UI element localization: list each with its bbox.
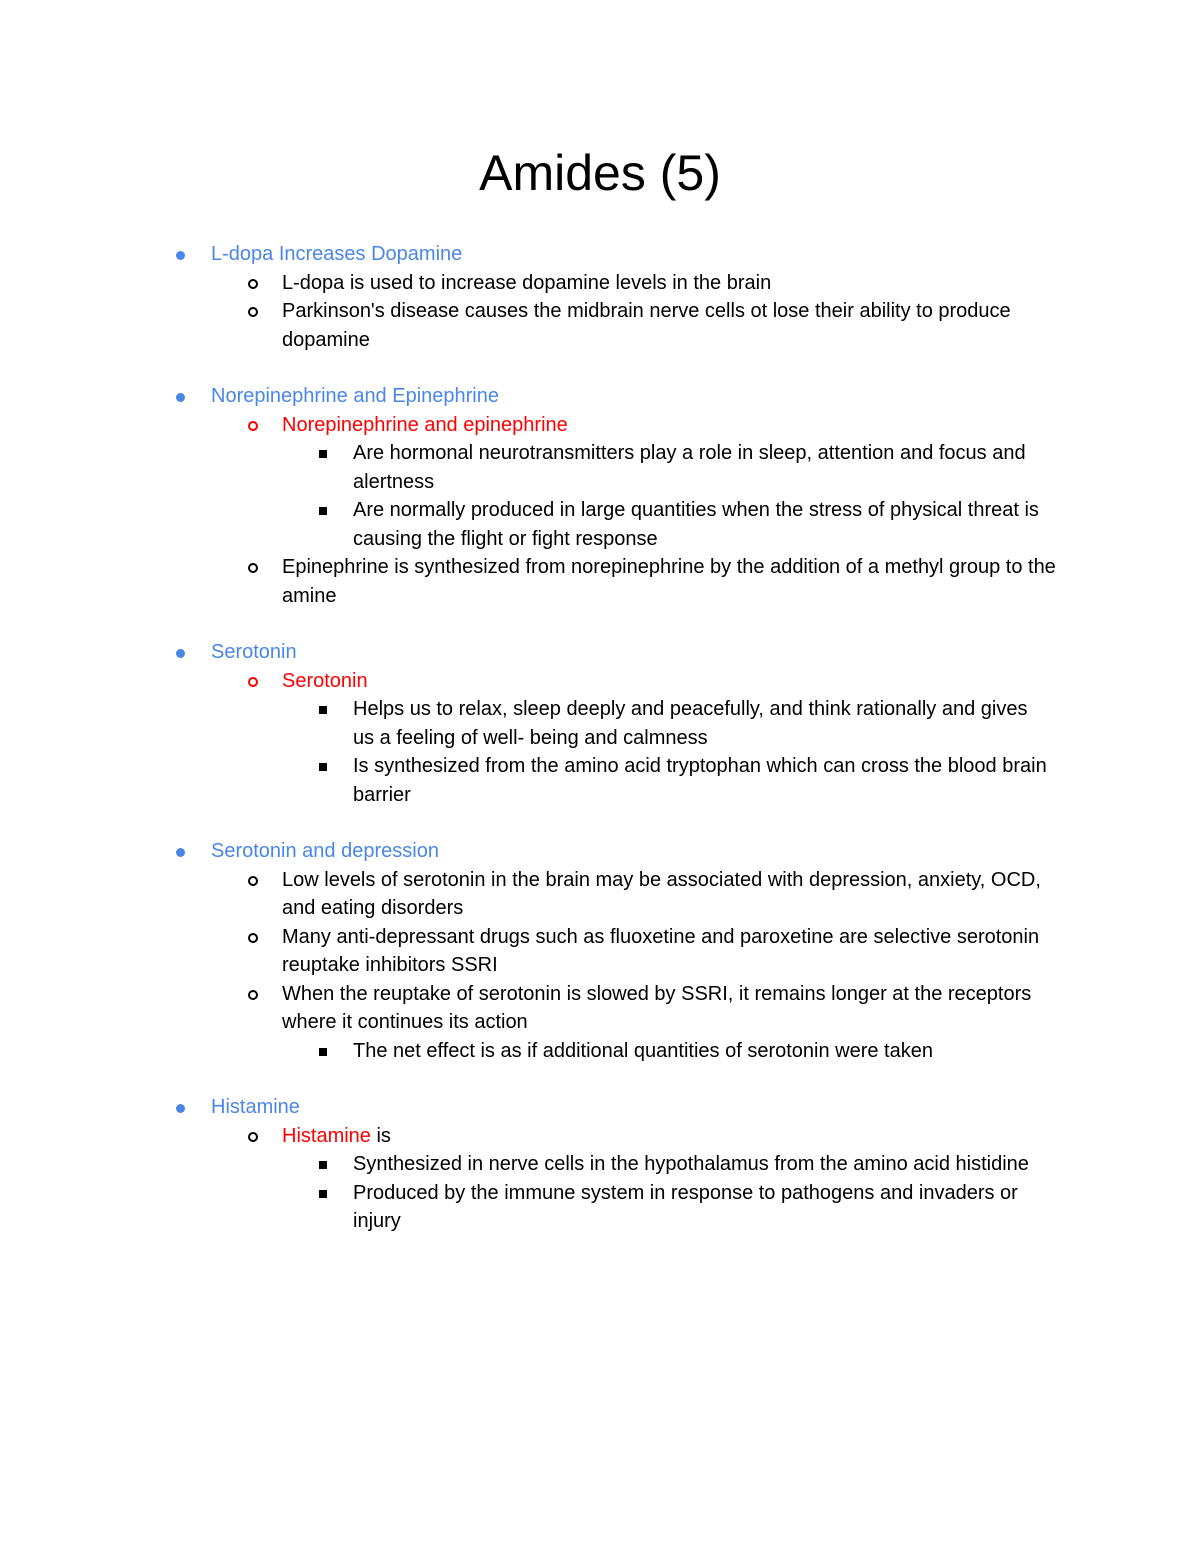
section-heading-text: Histamine	[211, 1096, 300, 1118]
list-item-text: L-dopa is used to increase dopamine levels in the brain	[282, 271, 772, 294]
hollow-circle-bullet-icon	[248, 563, 258, 573]
section-heading	[0, 1093, 1200, 1122]
hollow-circle-bullet-icon	[248, 421, 258, 431]
list-item	[0, 553, 1062, 610]
list-item	[0, 866, 1062, 923]
list-item-highlighted	[0, 667, 1062, 696]
section-histamine	[0, 1093, 1200, 1236]
section-ldopa	[0, 240, 1200, 354]
sub-list-item	[0, 695, 1053, 752]
filled-circle-bullet-icon	[176, 1104, 185, 1113]
list-item-text: is	[370, 1124, 391, 1147]
square-bullet-icon	[319, 706, 327, 714]
square-bullet-icon	[319, 1048, 327, 1056]
section-heading	[0, 240, 1200, 269]
filled-circle-bullet-icon	[176, 393, 185, 402]
sub-list-item-text: Helps us to relax, sleep deeply and peacefully, and think rationally and gives us a feeling of well- being and calmness	[353, 698, 1028, 749]
square-bullet-icon	[319, 1190, 327, 1198]
section-heading-text: Norepinephrine and Epinephrine	[211, 385, 499, 407]
section-norepinephrine	[0, 382, 1200, 610]
list-item	[0, 269, 1062, 298]
square-bullet-icon	[319, 763, 327, 771]
section-heading	[0, 638, 1200, 667]
hollow-circle-bullet-icon	[248, 1132, 258, 1142]
square-bullet-icon	[319, 507, 327, 515]
filled-circle-bullet-icon	[176, 251, 185, 260]
list-item-text: When the reuptake of serotonin is slowed by SSRI, it remains longer at the receptors where it continues its action	[282, 982, 1032, 1033]
list-item	[0, 923, 1062, 980]
sub-list-item-text: Is synthesized from the amino acid tryptophan which can cross the blood brain barrier	[353, 755, 1047, 806]
square-bullet-icon	[319, 1161, 327, 1169]
filled-circle-bullet-icon	[176, 848, 185, 857]
sub-list-item	[0, 439, 1053, 496]
list-item-text: Epinephrine is synthesized from norepinephrine by the addition of a methyl group to the amine	[282, 556, 1056, 607]
list-item-text: Serotonin	[282, 669, 368, 692]
list-item	[0, 297, 1062, 354]
list-item-text: Many anti-depressant drugs such as fluoxetine and paroxetine are selective serotonin reuptake inhibitors SSRI	[282, 925, 1040, 976]
list-item-highlighted-text: Histamine	[282, 1124, 371, 1147]
hollow-circle-bullet-icon	[248, 279, 258, 289]
hollow-circle-bullet-icon	[248, 307, 258, 317]
section-serotonin	[0, 638, 1200, 809]
hollow-circle-bullet-icon	[248, 677, 258, 687]
filled-circle-bullet-icon	[176, 649, 185, 658]
sub-list-item	[0, 752, 1053, 809]
sub-list-item	[0, 1179, 1053, 1236]
list-item-text: Low levels of serotonin in the brain may be associated with depression, anxiety, OCD, and eating disorders	[282, 868, 1041, 919]
section-heading	[0, 837, 1200, 866]
list-item	[0, 980, 1062, 1037]
document-body	[0, 240, 1200, 1264]
sub-list-item-text: Are hormonal neurotransmitters play a role in sleep, attention and focus and alertness	[353, 442, 1026, 493]
sub-list-item-text: Are normally produced in large quantities when the stress of physical threat is causing the flight or fight response	[353, 499, 1039, 550]
sub-list-item-text: The net effect is as if additional quantities of serotonin were taken	[353, 1039, 933, 1062]
sub-list-item-text: Produced by the immune system in response to pathogens and invaders or injury	[353, 1181, 1018, 1232]
hollow-circle-bullet-icon	[248, 876, 258, 886]
square-bullet-icon	[319, 450, 327, 458]
section-heading-text: Serotonin and depression	[211, 840, 439, 862]
sub-list-item	[0, 1150, 1053, 1179]
list-item-text: Parkinson's disease causes the midbrain nerve cells ot lose their ability to produce dopamine	[282, 300, 1011, 351]
hollow-circle-bullet-icon	[248, 933, 258, 943]
section-serotonin-depression	[0, 837, 1200, 1065]
hollow-circle-bullet-icon	[248, 990, 258, 1000]
list-item	[0, 1122, 1062, 1151]
list-item-highlighted	[0, 411, 1062, 440]
sub-list-item	[0, 496, 1053, 553]
sub-list-item-text: Synthesized in nerve cells in the hypothalamus from the amino acid histidine	[353, 1153, 1029, 1175]
sub-list-item	[0, 1037, 1053, 1066]
list-item-text: Norepinephrine and epinephrine	[282, 413, 568, 436]
page-title: Amides (5)	[479, 145, 721, 201]
section-heading	[0, 382, 1200, 411]
section-heading-text: L-dopa Increases Dopamine	[211, 243, 463, 265]
section-heading-text: Serotonin	[211, 641, 297, 663]
